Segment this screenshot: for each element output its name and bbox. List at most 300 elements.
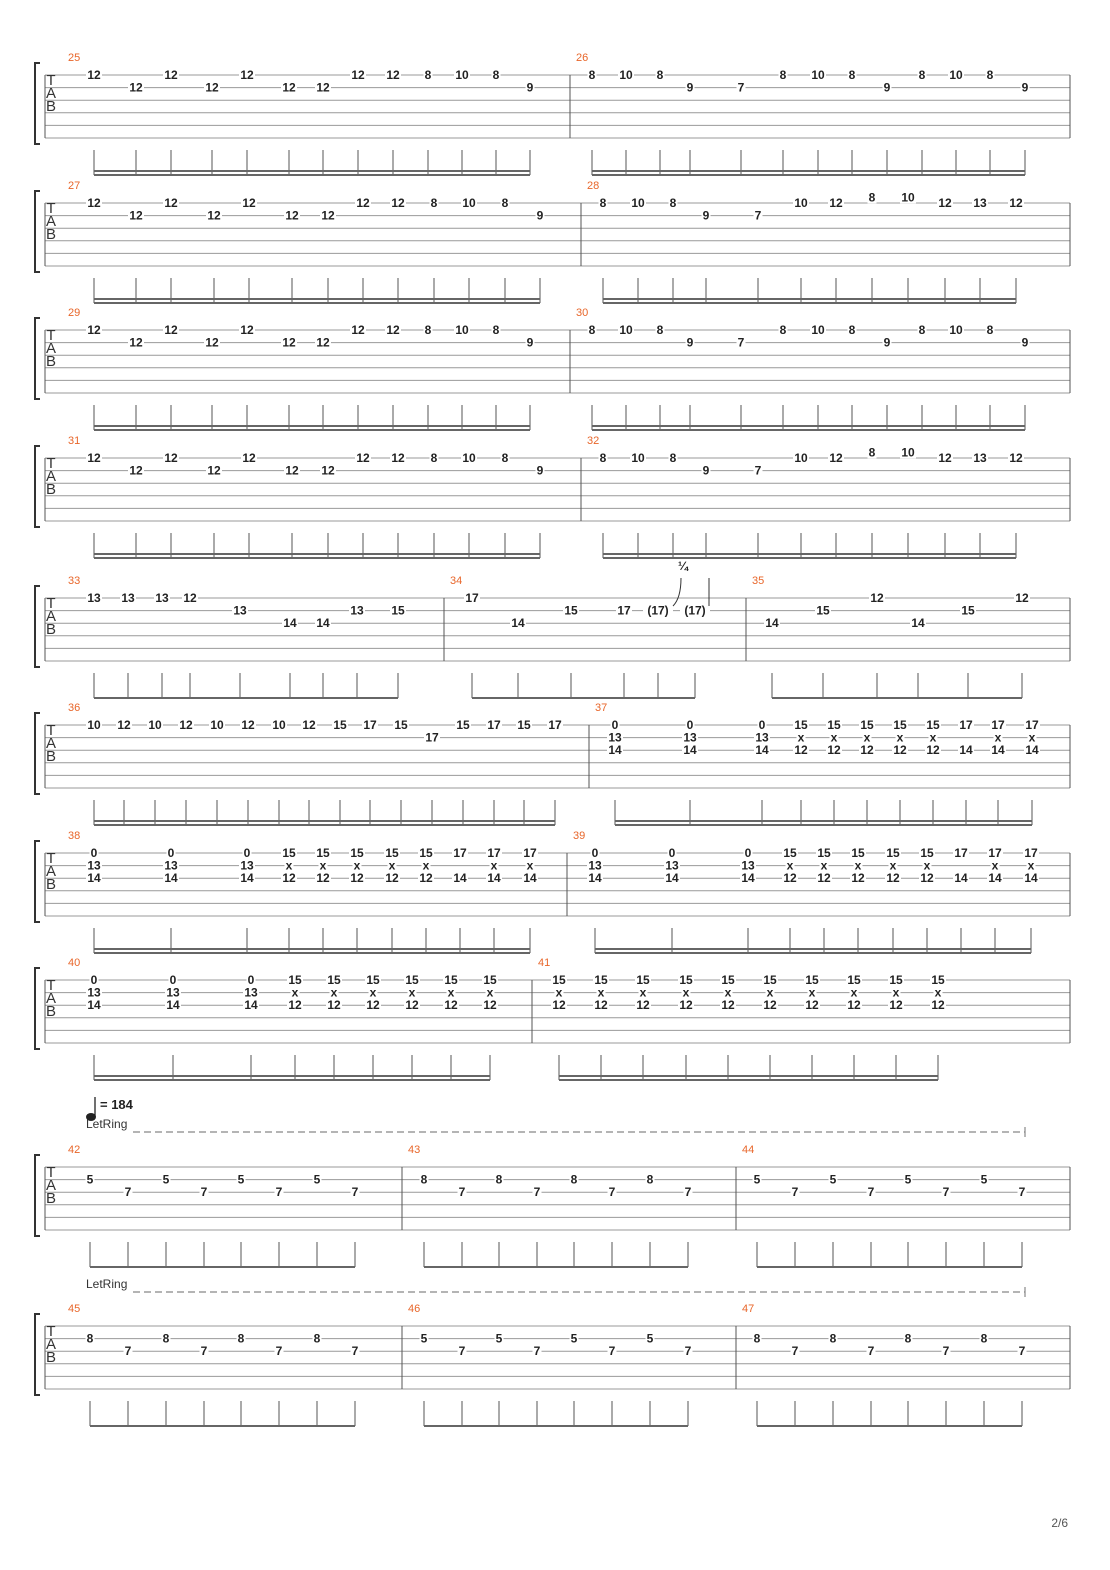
tab-note: 8 bbox=[669, 451, 677, 465]
tab-clef-letter: A bbox=[45, 85, 57, 102]
tab-note: x bbox=[766, 985, 774, 1000]
tab-note: x bbox=[369, 985, 377, 1000]
tab-note: 12 bbox=[241, 718, 255, 732]
tab-note: 7 bbox=[608, 1185, 616, 1200]
measure-number: 44 bbox=[742, 1144, 755, 1156]
tab-note: x bbox=[291, 985, 299, 1000]
tab-note: 12 bbox=[889, 998, 903, 1013]
tab-note: 17 bbox=[465, 591, 479, 605]
tab-note: 8 bbox=[430, 451, 438, 465]
tab-note: 9 bbox=[526, 80, 534, 95]
tab-note: 15 bbox=[394, 718, 408, 732]
tab-note: 10 bbox=[619, 68, 633, 82]
tab-note: 14 bbox=[166, 998, 180, 1013]
tab-note: 12 bbox=[405, 998, 419, 1013]
tab-note: 12 bbox=[893, 743, 907, 758]
tab-note: 9 bbox=[1021, 80, 1029, 95]
tab-note: 0 bbox=[90, 973, 98, 987]
tab-note: 5 bbox=[829, 1172, 837, 1187]
tab-note: 15 bbox=[327, 973, 341, 987]
tab-note: x bbox=[422, 858, 430, 873]
tab-note: 12 bbox=[179, 718, 193, 732]
bend-amount: ¼ bbox=[677, 559, 689, 573]
tab-note: 5 bbox=[313, 1172, 321, 1187]
system-bracket bbox=[35, 318, 40, 399]
tab-note: 12 bbox=[240, 323, 254, 337]
tab-note: 7 bbox=[684, 1185, 692, 1200]
tab-note: 9 bbox=[883, 335, 891, 350]
tab-note: 15 bbox=[721, 973, 735, 987]
tab-note: 0 bbox=[611, 718, 619, 732]
tab-note: 8 bbox=[848, 323, 856, 337]
tab-note: x bbox=[353, 858, 361, 873]
tab-note: x bbox=[285, 858, 293, 873]
tab-note: 12 bbox=[817, 871, 831, 886]
tab-note: x bbox=[486, 985, 494, 1000]
measure-number: 30 bbox=[576, 307, 589, 319]
tab-note: 14 bbox=[87, 998, 101, 1013]
tab-note: x bbox=[994, 730, 1002, 745]
tab-note: 13 bbox=[164, 858, 178, 873]
page-number: 2/6 bbox=[1051, 1516, 1068, 1530]
tab-note: 7 bbox=[754, 463, 762, 478]
tab-note: 5 bbox=[237, 1172, 245, 1187]
tab-note: 12 bbox=[805, 998, 819, 1013]
tab-note: 12 bbox=[356, 451, 370, 465]
tab-note: 15 bbox=[288, 973, 302, 987]
tab-note: 14 bbox=[87, 871, 101, 886]
tab-note: 8 bbox=[588, 68, 596, 82]
tab-note: 12 bbox=[282, 80, 296, 95]
tab-note: 15 bbox=[816, 603, 830, 618]
tab-note: 15 bbox=[419, 846, 433, 860]
tab-clef-letter: B bbox=[45, 621, 57, 638]
tab-note: 12 bbox=[242, 196, 256, 210]
tab-note: 8 bbox=[829, 1331, 837, 1346]
tab-note: 12 bbox=[205, 335, 219, 350]
tab-note: 12 bbox=[351, 68, 365, 82]
tab-note: x bbox=[724, 985, 732, 1000]
tab-note: 9 bbox=[883, 80, 891, 95]
system-bracket bbox=[35, 713, 40, 794]
system-bracket bbox=[35, 1314, 40, 1395]
tab-note: 8 bbox=[501, 451, 509, 465]
tab-note: 9 bbox=[686, 80, 694, 95]
tab-note: 17 bbox=[617, 603, 631, 618]
tab-note: 12 bbox=[350, 871, 364, 886]
tab-note: 8 bbox=[162, 1331, 170, 1346]
tab-clef-letter: A bbox=[45, 468, 57, 485]
tab-note: x bbox=[896, 730, 904, 745]
tab-note: 7 bbox=[533, 1185, 541, 1200]
tab-note: 14 bbox=[1024, 871, 1038, 886]
tab-clef-letter: A bbox=[45, 1336, 57, 1353]
tab-note: 13 bbox=[608, 730, 622, 745]
tab-note: x bbox=[797, 730, 805, 745]
measure-number: 43 bbox=[408, 1144, 421, 1156]
tab-note: 15 bbox=[851, 846, 865, 860]
tab-note: 8 bbox=[986, 323, 994, 337]
tab-note: 17 bbox=[453, 846, 467, 860]
tab-note: 0 bbox=[169, 973, 177, 987]
tab-note: 7 bbox=[458, 1344, 466, 1359]
tab-note: 8 bbox=[424, 68, 432, 82]
tab-note: 12 bbox=[327, 998, 341, 1013]
tab-note: 8 bbox=[492, 68, 500, 82]
tab-note: 8 bbox=[420, 1172, 428, 1187]
tab-note: 7 bbox=[608, 1344, 616, 1359]
tab-note: 15 bbox=[636, 973, 650, 987]
tab-note: 12 bbox=[391, 451, 405, 465]
tab-note: 12 bbox=[920, 871, 934, 886]
tab-note: 12 bbox=[1015, 591, 1029, 605]
tab-note: 10 bbox=[87, 718, 101, 732]
tab-note: 8 bbox=[980, 1331, 988, 1346]
tab-note: 13 bbox=[665, 858, 679, 873]
measure-number: 45 bbox=[68, 1303, 81, 1315]
tab-note: x bbox=[786, 858, 794, 873]
tab-note: 14 bbox=[164, 871, 178, 886]
tab-note: 14 bbox=[240, 871, 254, 886]
tempo-marking: = 184 bbox=[100, 1097, 133, 1112]
tab-clef-letter: B bbox=[45, 1349, 57, 1366]
tab-note: 12 bbox=[207, 463, 221, 478]
tab-note: 12 bbox=[763, 998, 777, 1013]
tab-note: 13 bbox=[350, 603, 364, 618]
tab-note: 17 bbox=[548, 718, 562, 732]
tab-note: 5 bbox=[420, 1331, 428, 1346]
tab-note: 15 bbox=[827, 718, 841, 732]
measure-number: 37 bbox=[595, 702, 608, 714]
tab-note: 12 bbox=[860, 743, 874, 758]
tab-note: 17 bbox=[487, 718, 501, 732]
tab-note: 13 bbox=[87, 591, 101, 605]
tab-note: 7 bbox=[867, 1185, 875, 1200]
tab-note: 14 bbox=[244, 998, 258, 1013]
tab-note: 15 bbox=[385, 846, 399, 860]
tab-note: 15 bbox=[282, 846, 296, 860]
tab-note: 12 bbox=[87, 196, 101, 210]
tab-note: 7 bbox=[942, 1344, 950, 1359]
tab-note: 10 bbox=[811, 323, 825, 337]
tab-note: 10 bbox=[272, 718, 286, 732]
tab-note: 15 bbox=[931, 973, 945, 987]
tab-note: 8 bbox=[599, 451, 607, 465]
tab-note: 12 bbox=[87, 323, 101, 337]
tab-clef-letter: B bbox=[45, 1190, 57, 1207]
tab-note: 14 bbox=[741, 871, 755, 886]
measure-number: 32 bbox=[587, 435, 600, 447]
tab-note: 9 bbox=[536, 463, 544, 478]
tab-note: 12 bbox=[285, 463, 299, 478]
tab-note: 15 bbox=[926, 718, 940, 732]
tab-note: 12 bbox=[351, 323, 365, 337]
tab-note: 14 bbox=[453, 871, 467, 886]
system-bracket bbox=[35, 1155, 40, 1236]
tab-note: 7 bbox=[867, 1344, 875, 1359]
tab-note: 13 bbox=[588, 858, 602, 873]
tab-clef-letter: T bbox=[46, 595, 56, 612]
tab-note: 15 bbox=[333, 718, 347, 732]
measure-number: 47 bbox=[742, 1303, 755, 1315]
tab-note: 15 bbox=[444, 973, 458, 987]
tab-note: 12 bbox=[87, 68, 101, 82]
system-bracket bbox=[35, 191, 40, 272]
tab-note: 12 bbox=[356, 196, 370, 210]
tab-note: x bbox=[850, 985, 858, 1000]
bend-arrow bbox=[673, 578, 681, 606]
tab-note: 12 bbox=[321, 463, 335, 478]
measure-number: 41 bbox=[538, 957, 551, 969]
tab-note: 12 bbox=[242, 451, 256, 465]
tab-note: 14 bbox=[991, 743, 1005, 758]
tab-note: 14 bbox=[487, 871, 501, 886]
measure-number: 42 bbox=[68, 1144, 81, 1156]
tab-note: 8 bbox=[599, 196, 607, 210]
tab-note: 7 bbox=[275, 1344, 283, 1359]
tab-clef-letter: B bbox=[45, 481, 57, 498]
tab-note: 17 bbox=[991, 718, 1005, 732]
tab-note: 8 bbox=[904, 1331, 912, 1346]
tab-note: 7 bbox=[791, 1344, 799, 1359]
tab-note: 14 bbox=[911, 616, 925, 631]
tab-clef-letter: B bbox=[45, 98, 57, 115]
measure-number: 39 bbox=[573, 830, 586, 842]
tab-clef-letter: T bbox=[46, 1164, 56, 1181]
tab-note: x bbox=[923, 858, 931, 873]
system-bracket bbox=[35, 63, 40, 144]
tab-note: 15 bbox=[405, 973, 419, 987]
measure-number: 33 bbox=[68, 575, 81, 587]
tab-note: 7 bbox=[124, 1344, 132, 1359]
tab-clef-letter: A bbox=[45, 1177, 57, 1194]
tab-note: 0 bbox=[90, 846, 98, 860]
tab-note: 17 bbox=[959, 718, 973, 732]
tab-note: 15 bbox=[763, 973, 777, 987]
tab-note: 10 bbox=[631, 196, 645, 210]
tab-note: 12 bbox=[117, 718, 131, 732]
tab-note: 8 bbox=[656, 323, 664, 337]
tab-note: 10 bbox=[148, 718, 162, 732]
tab-note: 7 bbox=[200, 1344, 208, 1359]
measure-number: 38 bbox=[68, 830, 81, 842]
tab-clef-letter: T bbox=[46, 72, 56, 89]
tab-note: 12 bbox=[721, 998, 735, 1013]
tab-note: 10 bbox=[949, 323, 963, 337]
tab-note: 10 bbox=[794, 451, 808, 465]
tab-note: 15 bbox=[552, 973, 566, 987]
tab-note: 5 bbox=[753, 1172, 761, 1187]
tab-note: x bbox=[830, 730, 838, 745]
tab-note: 12 bbox=[386, 323, 400, 337]
tab-note: 8 bbox=[753, 1331, 761, 1346]
tab-note: 12 bbox=[1009, 451, 1023, 465]
tab-note: 12 bbox=[207, 208, 221, 223]
tab-note: 12 bbox=[636, 998, 650, 1013]
measure-number: 40 bbox=[68, 957, 81, 969]
tab-note: 12 bbox=[164, 196, 178, 210]
tab-note: 13 bbox=[121, 591, 135, 605]
tab-note: 13 bbox=[683, 730, 697, 745]
system-bracket bbox=[35, 968, 40, 1049]
tab-note: x bbox=[808, 985, 816, 1000]
tab-note: 15 bbox=[483, 973, 497, 987]
tab-note: 12 bbox=[847, 998, 861, 1013]
tab-note: x bbox=[929, 730, 937, 745]
tab-note: 7 bbox=[124, 1185, 132, 1200]
measure-number: 26 bbox=[576, 52, 589, 64]
tab-clef-letter: B bbox=[45, 1003, 57, 1020]
tab-note: 7 bbox=[1018, 1185, 1026, 1200]
tab-note: 7 bbox=[942, 1185, 950, 1200]
tab-note: 15 bbox=[391, 603, 405, 618]
tab-note: 14 bbox=[665, 871, 679, 886]
tab-note: 8 bbox=[492, 323, 500, 337]
measure-number: 35 bbox=[752, 575, 765, 587]
tab-clef-letter: T bbox=[46, 455, 56, 472]
tab-note: 12 bbox=[129, 208, 143, 223]
tab-note: 0 bbox=[744, 846, 752, 860]
tab-note: 12 bbox=[938, 196, 952, 210]
system-bracket bbox=[35, 586, 40, 667]
tab-note: 15 bbox=[805, 973, 819, 987]
tab-note: 12 bbox=[288, 998, 302, 1013]
letring-label: LetRing bbox=[86, 1117, 128, 1131]
tab-note: 9 bbox=[1021, 335, 1029, 350]
tab-note: 7 bbox=[458, 1185, 466, 1200]
tab-note: x bbox=[490, 858, 498, 873]
tab-note: 7 bbox=[200, 1185, 208, 1200]
tab-clef-letter: T bbox=[46, 977, 56, 994]
tab-note: x bbox=[555, 985, 563, 1000]
tab-note: 14 bbox=[683, 743, 697, 758]
tab-clef-letter: T bbox=[46, 1323, 56, 1340]
tab-note: 7 bbox=[351, 1185, 359, 1200]
tab-note: x bbox=[526, 858, 534, 873]
tab-note: 14 bbox=[608, 743, 622, 758]
tab-note: 8 bbox=[848, 68, 856, 82]
tab-note: 12 bbox=[240, 68, 254, 82]
tab-note: 7 bbox=[1018, 1344, 1026, 1359]
tab-note: 7 bbox=[737, 80, 745, 95]
tab-note: 15 bbox=[783, 846, 797, 860]
tab-note: 12 bbox=[321, 208, 335, 223]
tab-note: 13 bbox=[166, 985, 180, 1000]
tab-note: x bbox=[639, 985, 647, 1000]
tab-note: 13 bbox=[244, 985, 258, 1000]
tab-note: 17 bbox=[1024, 846, 1038, 860]
tab-note: x bbox=[934, 985, 942, 1000]
tab-note: 12 bbox=[938, 451, 952, 465]
tab-note: 17 bbox=[363, 718, 377, 732]
tab-clef-letter: A bbox=[45, 735, 57, 752]
tab-note: 12 bbox=[164, 323, 178, 337]
tab-note: 14 bbox=[511, 616, 525, 631]
tab-note: 8 bbox=[669, 196, 677, 210]
tab-note: 13 bbox=[87, 985, 101, 1000]
tab-note: 5 bbox=[86, 1172, 94, 1187]
tab-note: 15 bbox=[517, 718, 531, 732]
tab-note: 12 bbox=[419, 871, 433, 886]
tab-note: 12 bbox=[316, 80, 330, 95]
tab-note: 12 bbox=[386, 68, 400, 82]
tab-note: 13 bbox=[155, 591, 169, 605]
tab-note: 7 bbox=[791, 1185, 799, 1200]
tab-note: x bbox=[854, 858, 862, 873]
tab-note: 13 bbox=[741, 858, 755, 873]
tab-note: 10 bbox=[631, 451, 645, 465]
tab-note: 8 bbox=[424, 323, 432, 337]
tab-note: 8 bbox=[588, 323, 596, 337]
tab-note: 14 bbox=[588, 871, 602, 886]
tab-note: 12 bbox=[316, 335, 330, 350]
tab-note: 8 bbox=[918, 323, 926, 337]
tab-note: 9 bbox=[526, 335, 534, 350]
tab-note: 8 bbox=[570, 1172, 578, 1187]
tab-note: 12 bbox=[552, 998, 566, 1013]
tab-note: 17 bbox=[954, 846, 968, 860]
tab-note: 5 bbox=[980, 1172, 988, 1187]
tab-note: 12 bbox=[385, 871, 399, 886]
tab-note: 8 bbox=[918, 68, 926, 82]
tab-note: 15 bbox=[961, 603, 975, 618]
tab-note: 13 bbox=[755, 730, 769, 745]
tab-note: 7 bbox=[533, 1344, 541, 1359]
tab-note: 15 bbox=[847, 973, 861, 987]
tab-note: x bbox=[447, 985, 455, 1000]
tab-note: 10 bbox=[462, 196, 476, 210]
tab-note: 15 bbox=[860, 718, 874, 732]
measure-number: 31 bbox=[68, 435, 81, 447]
measure-number: 25 bbox=[68, 52, 81, 64]
tab-note: 14 bbox=[988, 871, 1002, 886]
tab-note: 10 bbox=[455, 323, 469, 337]
tab-note: 14 bbox=[523, 871, 537, 886]
tab-note: 0 bbox=[247, 973, 255, 987]
tab-note: 17 bbox=[425, 730, 439, 745]
tab-note: 5 bbox=[495, 1331, 503, 1346]
tab-note: 14 bbox=[283, 616, 297, 631]
tab-note: 13 bbox=[973, 451, 987, 465]
tab-note: 12 bbox=[794, 743, 808, 758]
tab-clef-letter: T bbox=[46, 850, 56, 867]
tab-clef-letter: T bbox=[46, 327, 56, 344]
system-bracket bbox=[35, 841, 40, 922]
tab-clef-letter: A bbox=[45, 608, 57, 625]
tab-clef-letter: B bbox=[45, 226, 57, 243]
tab-note: 13 bbox=[973, 196, 987, 210]
tab-note: 7 bbox=[684, 1344, 692, 1359]
tab-note: 15 bbox=[456, 718, 470, 732]
tab-note: 12 bbox=[129, 463, 143, 478]
tab-note: 14 bbox=[954, 871, 968, 886]
tab-note: 12 bbox=[282, 871, 296, 886]
tab-note: x bbox=[597, 985, 605, 1000]
tab-note: 0 bbox=[243, 846, 251, 860]
system-bracket bbox=[35, 446, 40, 527]
tab-note: 10 bbox=[811, 68, 825, 82]
tab-clef-letter: B bbox=[45, 748, 57, 765]
tab-note: 14 bbox=[316, 616, 330, 631]
tab-note: 0 bbox=[758, 718, 766, 732]
tab-note: 7 bbox=[754, 208, 762, 223]
tab-note: 0 bbox=[591, 846, 599, 860]
tab-note: 7 bbox=[275, 1185, 283, 1200]
tab-note: 17 bbox=[988, 846, 1002, 860]
tab-note: x bbox=[408, 985, 416, 1000]
tab-note: 15 bbox=[893, 718, 907, 732]
tab-note: 12 bbox=[829, 451, 843, 465]
